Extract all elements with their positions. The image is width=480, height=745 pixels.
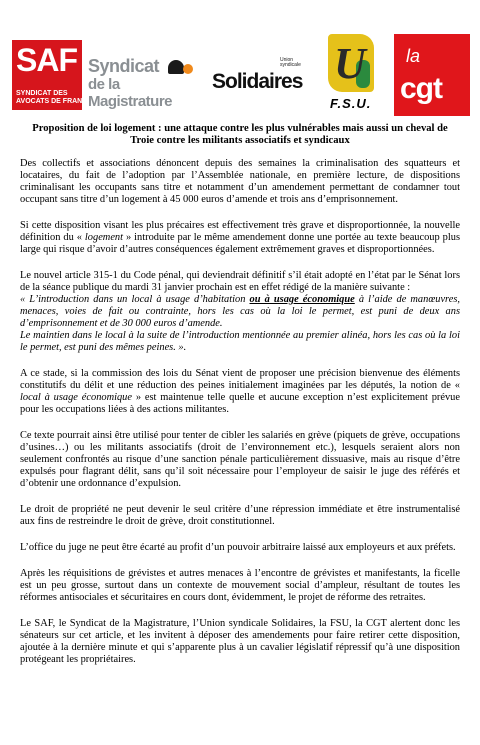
sdm-logo-dot-icon xyxy=(183,64,193,74)
quote1-part1: « L’introduction dans un local à usage d’habitation xyxy=(20,294,250,305)
quote1-emphasis: ou à usage économique xyxy=(249,294,355,305)
paragraph-9: Le SAF, le Syndicat de la Magistrature, l’Union syndicale Solidaires, la FSU, la CGT alertent donc les sénateurs sur cet article, et les invitent à déposer des amendements pour faire retirer cette disposition, ajoutée à la dernière minute et qui s’apparente plus à un cavalier législatif répressif qu’à une disposition protégeant les propriétaires. xyxy=(20,618,460,665)
paragraph-3 xyxy=(20,270,460,354)
paragraph-2-part1: Si cette disposition visant les plus précaires est effectivement très grave et disproportionnée, la nouvelle définition du « xyxy=(20,220,460,243)
cgt-logo-la: la xyxy=(406,46,421,66)
sdm-logo-line1: Syndicat xyxy=(88,56,160,76)
paragraph-3-intro: Le nouvel article 315-1 du Code pénal, qui deviendrait définitif s’il était adopté en l’état par le Sénat lors de la séance publique du mardi 31 janvier prochain est en effet rédigé de la manière suivante : xyxy=(20,270,460,293)
cgt-logo-word: cgt xyxy=(400,72,442,105)
document-body xyxy=(20,158,460,680)
sdm-logo-mark-icon xyxy=(168,60,184,74)
saf-logo-line2: AVOCATS DE FRANCE xyxy=(16,98,92,105)
paragraph-3-quote2: Le maintien dans le local à la suite de l’introduction mentionnée au premier alinéa, hors les cas où la loi le permet, est puni des mêmes peines. ». xyxy=(20,330,460,353)
paragraph-3-quote1 xyxy=(20,294,460,329)
saf-logo-line1: SYNDICAT DES xyxy=(16,90,68,97)
paragraph-2 xyxy=(20,220,460,256)
document-title: Proposition de loi logement : une attaque contre les plus vulnérables mais aussi un cheval de Troie contre les militants associatifs et syndicaux xyxy=(32,123,448,146)
paragraph-7: L’office du juge ne peut être écarté au profit d’un pouvoir arbitraire laissé aux employeurs et aux préfets. xyxy=(20,542,456,553)
paragraph-8: Après les réquisitions de grévistes et autres menaces à l’encontre de grévistes et manifestants, la ficelle est un peu grosse, surtout dans un contexte de mouvement social d’ampleur, résultant de toutes les réformes antisociales et sécuritaires en cours dont, évidemment, le projet de réforme des retraites. xyxy=(20,568,460,603)
cgt-logo xyxy=(394,34,470,116)
paragraph-5: Ce texte pourrait ainsi être utilisé pour tenter de cibler les salariés en grève (piquets de grève, occupations d’usines…) ou les militants associatifs (droit de l’environnement etc.), lesquels seraient alors non seulement confrontés au risque d’une sanction pénale particulièrement dissuasive, mais au risque d’être expulsés pour flagrant délit, sans qu’il soit nécessaire pour l’employeur de saisir le juge des référés et d’obtenir une ordonnance d’expulsion. xyxy=(20,430,460,489)
paragraph-4-term: local à usage économique xyxy=(20,392,132,403)
fsu-logo-letter: U xyxy=(334,39,366,88)
quote1-part2: à l’aide de manœuvres, menaces, voies de fait ou contrainte, hors les cas où la loi le permet, est puni de deux ans d’emprisonnement et de 30 000 euros d’amende. xyxy=(20,294,460,329)
paragraph-4 xyxy=(20,368,460,416)
saf-logo xyxy=(12,40,92,110)
solidaires-logo-word: Solidaires xyxy=(212,70,303,93)
paragraph-4-part2: » est maintenue telle quelle et aucune exception n’est explicitement prévue pour les occupations liées à des actions militantes. xyxy=(20,392,460,415)
paragraph-4-part1: A ce stade, si la commission des lois du Sénat vient de proposer une précision bienvenue des éléments constitutifs du délit et une réduction des peines initialement imaginées par les députés, la notion de « xyxy=(20,368,460,391)
paragraph-2-part2: » introduite par le même amendement donne une portée au texte beaucoup plus large qui risque d’avoir d’autres conséquences également extrêmement graves et disproportionnées. xyxy=(20,232,460,255)
logo-banner xyxy=(0,28,480,116)
sdm-logo-line2: de la Magistrature xyxy=(88,76,173,110)
paragraph-6: Le droit de propriété ne peut devenir le seul critère d’une répression immédiate et être instrumentalisé aux fins de restreindre le droit de grève, droit constitutionnel. xyxy=(20,504,460,527)
syndicat-magistrature-logo xyxy=(88,56,206,110)
solidaires-logo xyxy=(212,57,308,106)
fsu-logo xyxy=(322,34,382,116)
saf-logo-title: SAF xyxy=(16,42,77,78)
fsu-logo-label: F.S.U. xyxy=(330,96,372,111)
paragraph-1: Des collectifs et associations dénoncent depuis des semaines la criminalisation des squatteurs et locataires, du fait de l’adoption par l’Assemblée nationale, en première lecture, de dispositions criminalisant les occupants sans titre et notamment d’un amendement permettant de condamner tout occupant sans titre d’un logement à 45 000 euros d’amende et trois ans d’emprisonnement. xyxy=(20,158,460,205)
solidaires-logo-small: Union syndicale xyxy=(280,57,301,68)
paragraph-2-term: logement xyxy=(84,232,124,243)
